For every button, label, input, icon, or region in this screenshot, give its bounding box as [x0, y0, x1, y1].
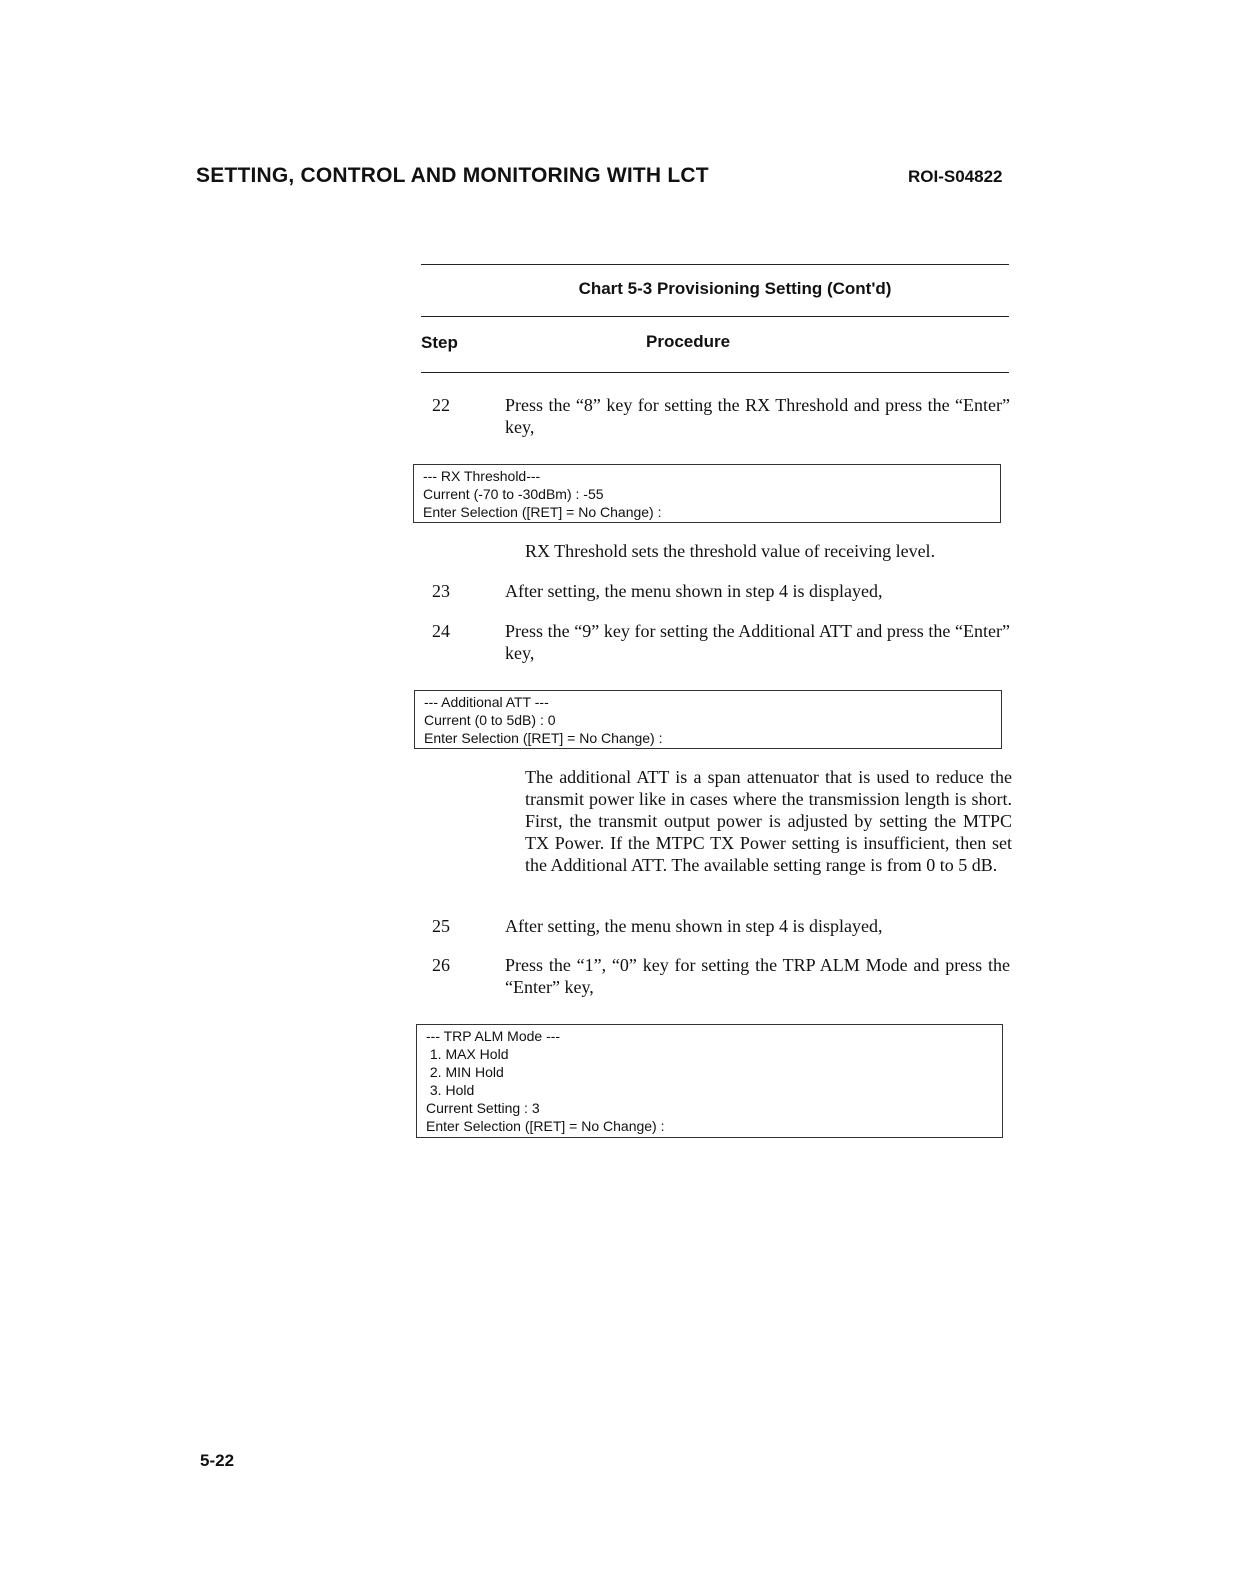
step-number: 23 — [432, 581, 450, 601]
screen-line: 2. MIN Hold — [426, 1064, 504, 1080]
step-number: 22 — [432, 395, 450, 415]
column-header-step: Step — [421, 333, 458, 352]
screen-line: Current (-70 to -30dBm) : -55 — [423, 486, 604, 502]
step-text: After setting, the menu shown in step 4 is displayed, — [505, 581, 883, 601]
page-header-title: SETTING, CONTROL AND MONITORING WITH LCT — [196, 164, 709, 187]
chart-header-rule — [421, 316, 1009, 317]
chart-title: Chart 5-3 Provisioning Setting (Cont'd) — [578, 279, 892, 298]
screen-line: --- Additional ATT --- — [424, 694, 549, 710]
step-number: 26 — [432, 955, 450, 975]
screen-line: 1. MAX Hold — [426, 1046, 509, 1062]
column-header-rule — [421, 372, 1009, 373]
document-code: ROI-S04822 — [908, 167, 1003, 186]
step-text: After setting, the menu shown in step 4 is displayed, — [505, 916, 883, 936]
additional-att-screen — [414, 690, 1002, 749]
step-text: Press the “8” key for setting the RX Threshold and press the “Enter” key, — [505, 395, 1010, 437]
screen-line: Current Setting : 3 — [426, 1100, 540, 1116]
rx-threshold-note: RX Threshold sets the threshold value of receiving level. — [525, 541, 936, 561]
screen-line: Current (0 to 5dB) : 0 — [424, 712, 556, 728]
step-text: Press the “1”, “0” key for setting the TRP ALM Mode and press the “Enter” key, — [505, 955, 1010, 997]
step-number: 25 — [432, 916, 450, 936]
page-number: 5-22 — [200, 1451, 235, 1470]
column-header-procedure: Procedure — [646, 332, 731, 351]
screen-line: Enter Selection ([RET] = No Change) : — [423, 504, 662, 520]
screen-line: Enter Selection ([RET] = No Change) : — [426, 1118, 665, 1134]
rx-threshold-screen — [413, 464, 1001, 523]
trp-alm-mode-screen — [416, 1024, 1003, 1138]
screen-line: Enter Selection ([RET] = No Change) : — [424, 730, 663, 746]
screen-line: 3. Hold — [426, 1082, 475, 1098]
screen-line: --- RX Threshold--- — [423, 468, 541, 484]
step-number: 24 — [432, 621, 450, 641]
screen-line: --- TRP ALM Mode --- — [426, 1028, 561, 1044]
additional-att-note: The additional ATT is a span attenuator that is used to reduce the transmit power like in cases where the transmission length is short. First, the transmit output power is adjusted by setting the MTPC TX Power. If the MTPC TX Power setting is insufficient, then set the Additional ATT. The available setting range is from 0 to 5 dB. — [525, 767, 1012, 875]
chart-top-rule — [421, 264, 1009, 265]
step-text: Press the “9” key for setting the Additional ATT and press the “Enter” key, — [505, 621, 1010, 663]
